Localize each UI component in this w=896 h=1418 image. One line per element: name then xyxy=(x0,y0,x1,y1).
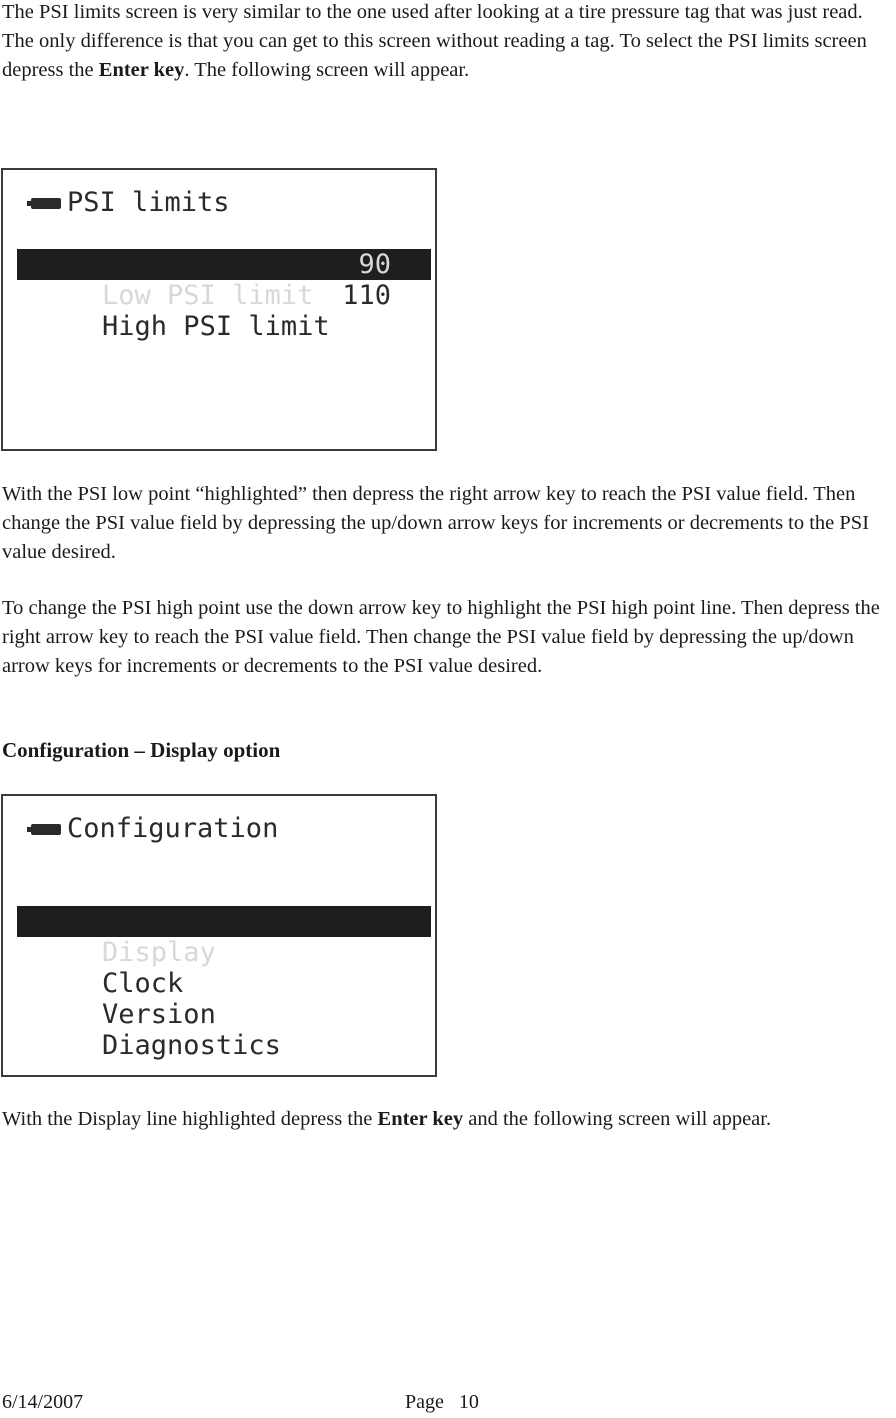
intro-text-1: The PSI limits screen is very similar to the one used after looking at a tire pressure tag that was just read. The only difference is that you can get to this screen without reading a tag. To select the PSI limits screen depress the xyxy=(2,1,867,81)
section-heading: Configuration – Display option xyxy=(2,738,281,762)
psi-limits-title-text: PSI limits xyxy=(67,187,230,218)
display-instructions xyxy=(2,1105,894,1134)
configuration-screen-title xyxy=(31,814,278,844)
display-text-2: and the following screen will appear. xyxy=(463,1108,772,1130)
battery-icon xyxy=(31,198,61,209)
high-psi-limit-row[interactable] xyxy=(17,280,431,342)
menu-item-psi-limits[interactable] xyxy=(17,874,431,905)
page-label: Page xyxy=(405,1391,444,1413)
psi-high-instructions: To change the PSI high point use the down arrow key to highlight the PSI high point line. Then depress the right arrow key to reach the PSI value field. Then change the PSI value field by depressing the up/down arrow keys for increments or decrements to the PSI value desired. xyxy=(2,597,880,677)
menu-item-label: Version xyxy=(102,999,216,1030)
psi-limits-screen-title xyxy=(31,188,230,218)
menu-item-clock[interactable] xyxy=(17,937,431,999)
menu-item-display[interactable] xyxy=(17,906,431,968)
configuration-screen xyxy=(1,794,437,1077)
high-psi-limit-label: High PSI limit xyxy=(102,311,330,342)
menu-item-diagnostics[interactable] xyxy=(17,999,431,1061)
display-text-1: With the Display line highlighted depress the xyxy=(2,1108,378,1130)
high-psi-limit-value[interactable]: 110 xyxy=(342,280,391,311)
intro-text-2: . The following screen will appear. xyxy=(184,59,470,81)
menu-item-label: Clock xyxy=(102,968,184,999)
menu-item-version[interactable] xyxy=(17,968,431,1030)
configuration-title-text: Configuration xyxy=(67,813,279,844)
page-number: 10 xyxy=(458,1391,479,1413)
intro-paragraph xyxy=(2,0,894,85)
battery-icon xyxy=(31,824,61,835)
psi-low-instructions: With the PSI low point “highlighted” then depress the right arrow key to reach the PSI value field. Then change the PSI value field by depressing the up/down arrow keys for increments or decrements to the PSI value desired. xyxy=(2,483,870,563)
menu-item-label: Display xyxy=(102,937,216,968)
footer-page xyxy=(405,1391,479,1414)
low-psi-limit-value[interactable]: 90 xyxy=(358,249,391,280)
footer-date: 6/14/2007 xyxy=(2,1391,84,1413)
enter-key-emphasis: Enter key xyxy=(377,1108,464,1130)
low-psi-limit-label: Low PSI limit xyxy=(102,280,314,311)
psi-limits-screen xyxy=(1,168,437,451)
menu-item-label: Diagnostics xyxy=(102,1030,281,1061)
enter-key-emphasis: Enter key xyxy=(98,59,185,81)
